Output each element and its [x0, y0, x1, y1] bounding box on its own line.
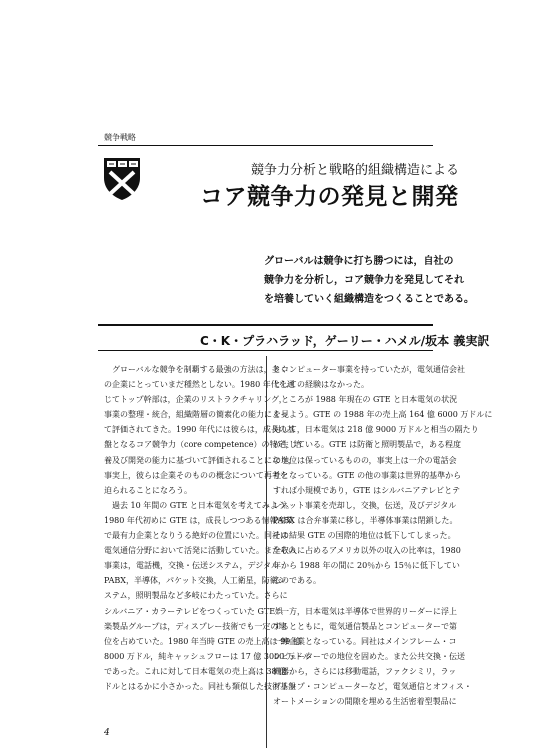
column-divider [266, 356, 267, 748]
body-line: を見よう。GTE の 1988 年の売上高 164 億 6000 万ドルに [273, 410, 493, 420]
body-line: じてトップ幹部は，企業のリストラクチャリング， [104, 395, 287, 405]
page-number: 4 [104, 728, 110, 738]
body-line: シルバニア・カラーテレビをつくっていた GTE娯 [104, 606, 284, 616]
body-line: るのである。 [273, 576, 321, 586]
body-line [273, 588, 433, 603]
body-line: ステム，照明製品など多岐にわたっていた。さらに [104, 591, 288, 601]
lead-line: グローバルは競争に打ち勝つには，自社の [264, 256, 454, 267]
body-line: とコンピューター事業を持っていたが，電気通信会社 [273, 365, 465, 374]
byline-underline [98, 350, 433, 351]
body-column-right [273, 362, 493, 709]
body-line: 機器から，さらには移動電話，ファクシミリ，ラッ [273, 666, 457, 676]
body-line: ンピューターでの地位を固めた。また公共交換・伝送 [273, 651, 465, 661]
section-label: 競争戦略 [104, 133, 136, 142]
body-line: 迫られることになろう。 [104, 485, 192, 495]
body-line: レネット事業を売却し，交換，伝送，及びデジタル [273, 500, 457, 510]
body-line: で最有力企業となりうる絶好の位置にいた。同社は [104, 531, 288, 541]
article-subtitle: 競争力分析と戦略的組織構造による [251, 163, 460, 178]
lead-line: を培養していく組織構造をつくることである。 [264, 294, 474, 305]
article-title: コア競争力の発見と開発 [200, 183, 459, 210]
body-line: 一線企業となっている。同社はメインフレーム・コ [273, 636, 457, 646]
body-line: 電気通信分野において活発に活動していた。またその [104, 546, 296, 556]
body-line: 全収入に占めるアメリカ以外の収入の比率は，1980 [273, 546, 461, 556]
shield-logo-icon [102, 156, 142, 202]
body-line: の企業にとっていまだ種然としない。1980 年代を通 [104, 380, 295, 390]
body-line: の地位は保っているものの，事実上は一介の電話会 [273, 455, 457, 465]
body-line: としての経験はなかった。 [273, 380, 369, 390]
body-line: するとともに，電気通信製品とコンピューターで第 [273, 621, 457, 631]
author-byline: C・K・プラハラッド，ゲーリー・ハメル/坂本 義実訳 [200, 334, 490, 348]
body-line: 年から 1988 年の間に 20％から 15％に低下してい [273, 561, 460, 571]
body-line: 過去 10 年間の GTE と日本電気を考えてみよう。 [104, 500, 294, 510]
body-line: 8000 万ドル，純キャッシュフローは 17 億 3000 万ドル [104, 651, 311, 661]
body-line: 事業の整理・統合，組織階層の簡素化の能力によっ [104, 410, 288, 420]
body-line: であった。これに対して日本電気の売上高は 38 億 [104, 666, 288, 676]
body-line: 一方，日本電気は半導体で世界的リーダーに浮上 [273, 606, 457, 616]
body-line: て評価されてきた。1990 年代には彼らは，成長の基 [104, 425, 295, 435]
body-line: ドルとはるかに小さかった。同社も類似した技術基盤 [104, 681, 296, 691]
body-line: 事実上，彼らは企業そのものの概念について再考を [104, 470, 288, 480]
body-line: オートメーションの間隙を埋める生活密着型製品に [273, 697, 457, 707]
lead-paragraph [264, 252, 474, 309]
body-line: 盤となるコア競争力（core competence）の特定，培 [104, 440, 302, 450]
body-line: 事業は，電話機，交換・伝送システム，デジタル [104, 561, 279, 571]
body-line: が生じている。GTE は防衛と照明製品で，ある程度 [273, 440, 461, 450]
body-line: 養及び開発の能力に基づいて評価されることになり， [104, 455, 296, 465]
header-rule [98, 145, 433, 146]
body-line: グローバルな競争を制覇する最強の方法は，多く [104, 365, 288, 374]
body-line: 対して，日本電気は 218 億 9000 万ドルと相当の隔たり [273, 425, 479, 435]
body-line: その結果 GTE の国際的地位は低下してしまった。 [273, 531, 456, 541]
body-line: PABX は合弁事業に移し，半導体事業は閉鎖した。 [273, 515, 458, 525]
body-line: すれば小規模であり，GTE はシルバニアテレビとテ [273, 485, 461, 495]
body-line: PABX，半導体，パケット交換，人工衛星，防衛シ [104, 576, 286, 586]
body-line: 1980 年代初めに GTE は，成長しつつある情報産業 [104, 515, 294, 525]
byline-rule [98, 324, 433, 326]
body-line: 楽製品グループは，ディスプレー技術でも一定の地 [104, 621, 287, 631]
body-line: 位を占めていた。1980 年当時 GTE の売上高は 99 億 [104, 636, 301, 646]
lead-line: 競争力を分析し，コア競争力を発見してそれ [264, 275, 464, 286]
body-line: プトップ・コンピューターなど，電気通信とオフィス・ [273, 681, 472, 691]
body-line: 社となっている。GTE の他の事業は世界的基準から [273, 470, 462, 480]
body-line: ところが 1988 年現在の GTE と日本電気の状況 [273, 395, 458, 405]
